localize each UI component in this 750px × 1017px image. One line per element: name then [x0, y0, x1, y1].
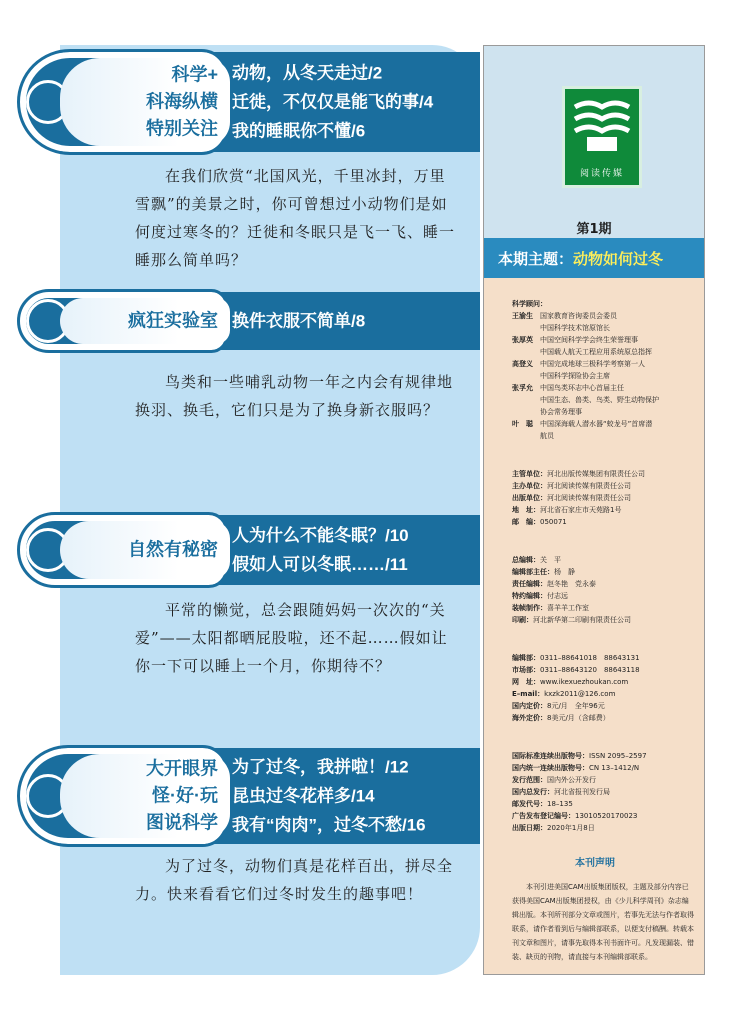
advisor-name: 张厚英 [512, 336, 533, 344]
editor-value: 付志远 [547, 592, 568, 600]
unit-label: 出版单位： [512, 494, 547, 502]
section-description: 为了过冬，动物们真是花样百出，拼尽全力。快来看看它们过冬时发生的趣事吧！ [135, 857, 454, 903]
publisher-logo[interactable] [562, 86, 642, 188]
statement-text: 本刊引进美国CAM出版集团版权，主题及部分内容已获得美国CAM出版集团授权，由《少儿科学周刊》杂志编辑出版。本刊所刊部分文章或图片，若事先无法与作者取得联系，请作者看到后与编辑部联系，以便支付稿酬。转载本刊文章和图片，请事先取得本刊书面许可。凡发现漏装、错装、缺页的刊物，请直接与本刊编辑部联系。 [512, 883, 694, 961]
advisor-name: 张孚允 [512, 384, 533, 392]
article-link[interactable]: 动物，从冬天走过/2 [232, 63, 383, 83]
contact-label: E–mail： [512, 690, 545, 698]
article-link[interactable]: 人为什么不能冬眠？/10 [232, 526, 409, 545]
editor-value: 河北新华第二印刷有限责任公司 [533, 616, 631, 624]
advisor-desc-line: 协会常务理事 [540, 408, 582, 416]
unit-label: 主管单位： [512, 470, 547, 478]
pubinfo-row [512, 774, 694, 786]
editor-row [512, 590, 694, 602]
advisor-desc-line: 中国科学探险协会主席 [540, 372, 610, 380]
unit-row [512, 468, 694, 480]
editor-label: 印刷： [512, 616, 533, 624]
section-categories [128, 308, 218, 335]
article-link[interactable]: 假如人可以冬眠……/11 [232, 555, 408, 574]
advisor-desc [540, 334, 652, 358]
contact-value[interactable]: 0311–88641018 88643131 [540, 654, 640, 662]
article-link[interactable]: 为了过冬，我拼啦！/12 [232, 757, 409, 777]
contact-row [512, 676, 694, 688]
pubinfo-value: 1301052017002З [575, 812, 638, 820]
contact-row [512, 664, 694, 676]
pubinfo-row [512, 822, 694, 834]
contacts-list [512, 652, 694, 724]
pubinfo-label: 广告发布登记编号： [512, 812, 575, 820]
pubinfo-value: 2020年1月8日 [547, 824, 595, 832]
pubinfo-label: 国内总发行： [512, 788, 554, 796]
advisor-desc-line: 中国载人航天工程应用系统原总指挥 [540, 348, 652, 356]
advisor-row [512, 310, 694, 334]
contact-label: 编辑部： [512, 654, 540, 662]
section-categories [128, 537, 218, 564]
pubinfo-value: CN 13–1412/N [589, 764, 640, 772]
category-label[interactable]: 图说科学 [146, 812, 218, 833]
advisor-desc-line: 航员 [540, 432, 554, 440]
editor-label: 特约编辑： [512, 592, 547, 600]
advisor-row [512, 418, 694, 442]
editor-row [512, 602, 694, 614]
book-waves-icon [571, 97, 633, 155]
contact-row [512, 688, 694, 700]
advisor-desc [540, 382, 659, 418]
section-header-4 [20, 748, 480, 844]
editor-row [512, 578, 694, 590]
publication-info-list [512, 750, 694, 834]
unit-value: 河北省石家庄市天苑路1号 [540, 506, 622, 514]
article-link[interactable]: 昆虫过冬花样多/14 [232, 786, 375, 806]
theme-value: 动物如何过冬 [573, 251, 664, 268]
category-label[interactable]: 科学+ [171, 64, 218, 85]
unit-value: 河北阅读传媒有限责任公司 [547, 494, 631, 502]
editor-row [512, 614, 694, 626]
advisor-desc-line: 中国深海载人潜水器“蛟龙号”首席潜 [540, 420, 653, 428]
unit-label: 地 址： [512, 506, 540, 514]
unit-row [512, 516, 694, 528]
contact-label: 网 址： [512, 678, 540, 686]
contact-row [512, 652, 694, 664]
contact-label: 国内定价： [512, 702, 547, 710]
contact-value[interactable]: www.ikexuezhoukan.com [540, 678, 629, 686]
unit-value: 050071 [540, 518, 567, 526]
advisor-row [512, 382, 694, 418]
section-items [232, 753, 426, 840]
section-header-3 [20, 515, 480, 585]
editor-label: 总编辑： [512, 556, 540, 564]
advisor-name: 王渝生 [512, 312, 533, 320]
category-label[interactable]: 特别关注 [146, 118, 218, 139]
editors-list [512, 554, 694, 626]
unit-label: 主办单位： [512, 482, 547, 490]
pubinfo-label: 邮发代号： [512, 800, 547, 808]
advisor-name: 高登义 [512, 360, 533, 368]
pubinfo-label: 国内统一连续出版物号： [512, 764, 589, 772]
contact-row [512, 700, 694, 712]
section-categories [146, 756, 218, 837]
editor-value: 赵冬艳 党永泰 [547, 580, 596, 588]
category-label[interactable]: 自然有秘密 [128, 539, 218, 560]
unit-label: 邮 编： [512, 518, 540, 526]
units-list [512, 468, 694, 528]
advisor-desc [540, 358, 645, 382]
unit-row [512, 504, 694, 516]
contact-value: 8美元/月（含邮费） [547, 714, 610, 722]
contact-label: 市场部： [512, 666, 540, 674]
colophon [484, 278, 704, 974]
article-link[interactable]: 迁徙，不仅仅是能飞的事/4 [232, 92, 434, 112]
unit-value: 河北出版传媒集团有限责任公司 [547, 470, 645, 478]
contact-value[interactable]: 0311–88643120 88643118 [540, 666, 640, 674]
advisors-list [512, 310, 694, 442]
contact-row [512, 712, 694, 724]
section-header-1 [20, 52, 480, 152]
section-description: 鸟类和一些哺乳动物一年之内会有规律地换羽、换毛，它们只是为了换身新衣服吗？ [135, 373, 454, 419]
advisor-desc [540, 310, 617, 334]
pubinfo-value: ISSN 2095–2597 [589, 752, 647, 760]
pubinfo-value: 18–135 [547, 800, 573, 808]
pubinfo-row [512, 798, 694, 810]
contact-value: 8元/月 全年96元 [547, 702, 605, 710]
advisor-desc-line: 中国科学技术馆原馆长 [540, 324, 610, 332]
sidebar [483, 45, 705, 975]
editor-label: 编辑部主任： [512, 568, 554, 576]
section-description: 平常的懒觉，总会跟随妈妈一次次的“关爱”——太阳都晒屁股啦，还不起……假如让你一下可以睡上一个月，你期待不？ [135, 601, 448, 675]
advisor-name: 叶 聪 [512, 420, 533, 428]
article-link[interactable]: 我有“肉肉”，过冬不愁/16 [232, 815, 426, 835]
article-link[interactable]: 我的睡眠你不懂/6 [232, 121, 366, 141]
logo-text: 阅读传媒 [579, 169, 624, 179]
advisor-row [512, 358, 694, 382]
section-header-2 [20, 292, 480, 350]
pubinfo-label: 出版日期： [512, 824, 547, 832]
section-description: 在我们欣赏“北国风光，千里冰封，万里雪飘”的美景之时，你可曾想过小动物们是如何度过寒冬的？迁徙和冬眠只是飞一飞、睡一睡那么简单吗？ [135, 167, 456, 269]
section-items [232, 59, 433, 146]
advisor-desc-line: 中国完成地球三极科学考察第一人 [540, 360, 645, 368]
editor-value: 杨 静 [554, 568, 575, 576]
pubinfo-label: 国际标准连续出版物号： [512, 752, 589, 760]
issue-number: 第1期 [576, 222, 612, 237]
masthead [484, 46, 704, 238]
statement-title: 本刊声明 [575, 858, 615, 869]
pubinfo-row [512, 750, 694, 762]
contact-label: 海外定价： [512, 714, 547, 722]
editor-value: 关 平 [540, 556, 561, 564]
advisor-desc-line: 中国空间科学学会终生荣誉理事 [540, 336, 638, 344]
category-label[interactable]: 怪·好·玩 [152, 785, 218, 806]
advisors-title: 科学顾问： [512, 300, 547, 308]
advisor-desc [540, 418, 652, 442]
editor-row [512, 566, 694, 578]
contact-value[interactable]: kxzk2011@126.com [544, 690, 616, 698]
pubinfo-row [512, 810, 694, 822]
advisor-desc-line: 中国鸟类环志中心首届主任 [540, 384, 624, 392]
unit-row [512, 480, 694, 492]
section-items [232, 307, 365, 336]
category-label[interactable]: 疯狂实验室 [128, 310, 218, 331]
section-items [232, 521, 409, 579]
editor-value: 喜羊羊工作室 [547, 604, 589, 612]
editor-label: 责任编辑： [512, 580, 547, 588]
category-label[interactable]: 科海纵横 [146, 91, 218, 112]
unit-row [512, 492, 694, 504]
unit-value: 河北阅读传媒有限责任公司 [547, 482, 631, 490]
pubinfo-row [512, 786, 694, 798]
advisor-desc-line: 国家教育咨询委员会委员 [540, 312, 617, 320]
section-categories [146, 62, 218, 143]
pubinfo-label: 发行范围： [512, 776, 547, 784]
advisor-row [512, 334, 694, 358]
theme-bar [484, 238, 704, 278]
pubinfo-row [512, 762, 694, 774]
article-link[interactable]: 换件衣服不简单/8 [232, 311, 366, 331]
editor-row [512, 554, 694, 566]
editor-label: 装帧制作： [512, 604, 547, 612]
theme-label: 本期主题： [498, 251, 574, 268]
pubinfo-value: 河北省报刊发行局 [554, 788, 610, 796]
category-label[interactable]: 大开眼界 [146, 758, 218, 779]
advisor-desc-line: 中国生态、兽类、鸟类、野生动物保护 [540, 396, 659, 404]
pubinfo-value: 国内外公开发行 [547, 776, 596, 784]
